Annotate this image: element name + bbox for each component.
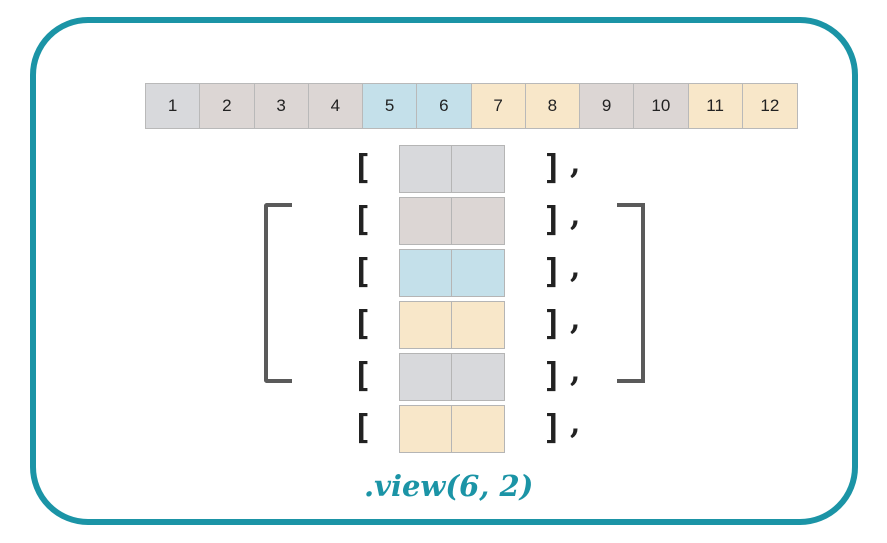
row-cell-pair: [399, 405, 505, 453]
row-cell: [452, 354, 504, 400]
matrix-row: [352, 197, 592, 247]
row-cell-pair: [399, 197, 505, 245]
row-comma: ,: [570, 406, 581, 441]
matrix-row: [352, 145, 592, 195]
row-cell: [452, 406, 504, 452]
row-cell: [400, 406, 452, 452]
row-cell: [452, 250, 504, 296]
row-cell: [400, 302, 452, 348]
tensor-cell: 11: [689, 84, 743, 128]
tensor-cell: 5: [363, 84, 417, 128]
row-open-bracket: [: [352, 408, 373, 448]
tensor-cell: 8: [526, 84, 580, 128]
row-open-bracket: [: [352, 356, 373, 396]
flat-tensor-strip: [145, 83, 798, 129]
tensor-cell: 2: [200, 84, 254, 128]
matrix-row: [352, 405, 592, 455]
row-open-bracket: [: [352, 304, 373, 344]
tensor-cell: 4: [309, 84, 363, 128]
row-comma: ,: [570, 250, 581, 285]
row-cell-pair: [399, 145, 505, 193]
matrix-row: [352, 353, 592, 403]
outer-left-bracket: [264, 203, 292, 383]
view-caption: .view(6, 2): [364, 469, 534, 503]
row-cell-pair: [399, 353, 505, 401]
outer-right-bracket: [617, 203, 645, 383]
row-close-bracket: ]: [542, 148, 563, 188]
row-open-bracket: [: [352, 148, 373, 188]
row-cell: [400, 250, 452, 296]
row-cell: [452, 302, 504, 348]
row-cell: [452, 198, 504, 244]
row-comma: ,: [570, 198, 581, 233]
matrix-row: [352, 301, 592, 351]
tensor-cell: 7: [472, 84, 526, 128]
row-comma: ,: [570, 354, 581, 389]
row-close-bracket: ]: [542, 200, 563, 240]
row-comma: ,: [570, 146, 581, 181]
row-cell-pair: [399, 301, 505, 349]
row-open-bracket: [: [352, 252, 373, 292]
row-cell: [400, 146, 452, 192]
row-cell: [452, 146, 504, 192]
tensor-cell: 9: [580, 84, 634, 128]
tensor-cell: 12: [743, 84, 797, 128]
row-close-bracket: ]: [542, 356, 563, 396]
row-cell-pair: [399, 249, 505, 297]
tensor-cell: 1: [146, 84, 200, 128]
row-close-bracket: ]: [542, 252, 563, 292]
tensor-cell: 10: [634, 84, 688, 128]
row-comma: ,: [570, 302, 581, 337]
row-close-bracket: ]: [542, 408, 563, 448]
row-cell: [400, 354, 452, 400]
tensor-cell: 3: [255, 84, 309, 128]
matrix-row: [352, 249, 592, 299]
tensor-cell: 6: [417, 84, 471, 128]
row-cell: [400, 198, 452, 244]
row-close-bracket: ]: [542, 304, 563, 344]
row-open-bracket: [: [352, 200, 373, 240]
